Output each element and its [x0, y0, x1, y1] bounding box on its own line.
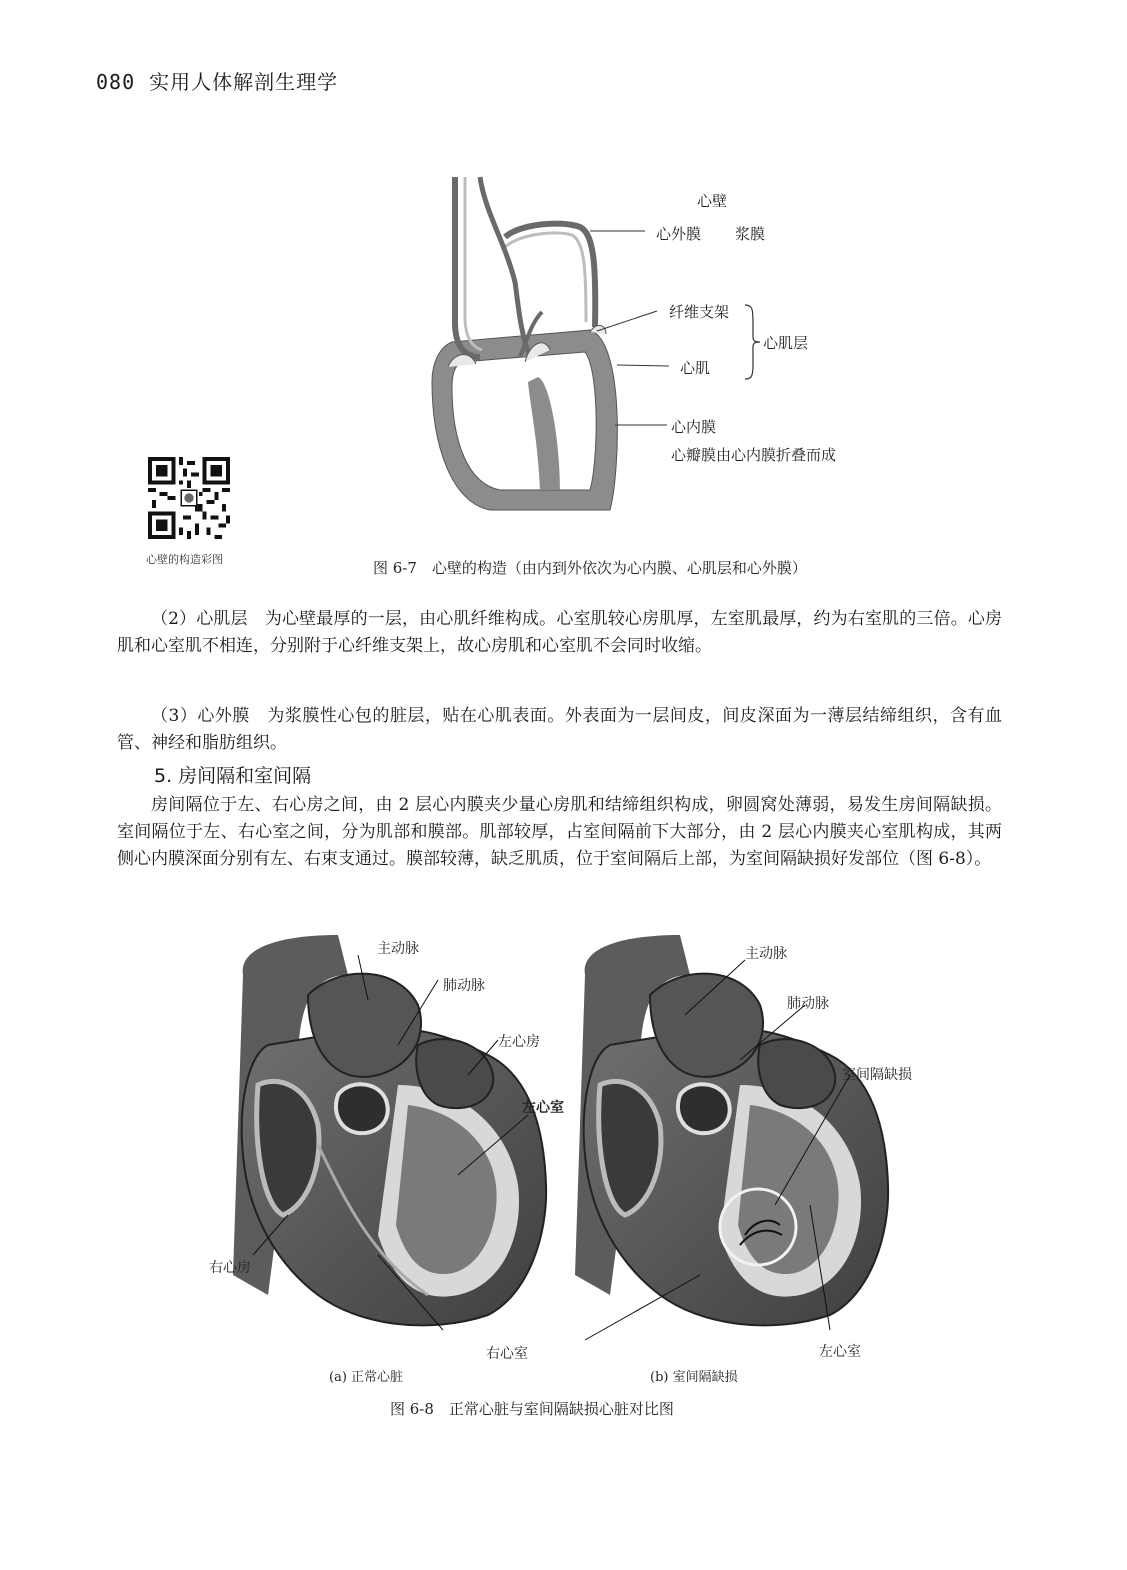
figure-6-8-caption: 图 6-8 正常心脏与室间隔缺损心脏对比图 — [390, 1400, 674, 1418]
left-label-right-atrium: 右心房 — [209, 1260, 251, 1276]
label-endocardium: 心内膜 — [671, 418, 717, 436]
left-label-right-ventricle: 右心室 — [486, 1346, 528, 1362]
book-title: 实用人体解剖生理学 — [149, 70, 339, 94]
right-label-aorta: 主动脉 — [745, 946, 787, 962]
label-serosa: 浆膜 — [735, 225, 766, 243]
left-label-left-ventricle: 左心室 — [522, 1100, 564, 1116]
paragraph-text: （2）心肌层 为心壁最厚的一层，由心肌纤维构成。心室肌较心房肌厚，左室肌最厚，约为右室肌的三倍。心房肌和心室肌不相连，分别附于心纤维支架上，故心房肌和心室肌不会同时收缩。 — [117, 609, 1002, 656]
qr-caption: 心壁的构造彩图 — [146, 553, 223, 566]
normal-heart-leader-lines — [228, 935, 558, 1345]
right-label-vsd: 室间隔缺损 — [842, 1067, 912, 1083]
paragraph-text: 房间隔位于左、右心房之间，由 2 层心内膜夹少量心房肌和结缔组织构成，卵圆窝处薄弱，易发生房间隔缺损。室间隔位于左、右心室之间，分为肌部和膜部。肌部较厚，占室间隔前下大部分，由 2 层心内膜夹心室肌构成，其两侧心内膜深面分别有左、右束支通过。膜部较薄，缺乏肌质，位于室间隔后上部，为室间隔缺损好发部位（图 6-8）。 — [117, 795, 1002, 869]
left-label-aorta: 主动脉 — [377, 941, 419, 957]
page-header — [96, 66, 338, 95]
qr-code[interactable] — [148, 457, 230, 539]
page-number: 080 — [96, 70, 136, 94]
label-valve-note: 心瓣膜由心内膜折叠而成 — [671, 446, 837, 464]
right-label-pulmonary-artery: 肺动脉 — [787, 996, 829, 1012]
label-myocardium-layer: 心肌层 — [763, 334, 809, 352]
label-myocardium: 心肌 — [680, 359, 711, 377]
figure-6-7-caption: 图 6-7 心壁的构造（由内到外依次为心内膜、心肌层和心外膜） — [373, 559, 807, 577]
subcaption-vsd-heart: (b) 室间隔缺损 — [650, 1370, 738, 1385]
paragraph-septum — [117, 792, 1002, 873]
section-heading: 5. 房间隔和室间隔 — [154, 765, 312, 787]
label-epicardium: 心外膜 — [656, 225, 702, 243]
right-label-left-ventricle: 左心室 — [819, 1344, 861, 1360]
paragraph-text: （3）心外膜 为浆膜性心包的脏层，贴在心肌表面。外表面为一层间皮，间皮深面为一薄层结缔组织，含有血管、神经和脂肪组织。 — [117, 706, 1002, 753]
left-label-left-atrium: 左心房 — [498, 1034, 540, 1050]
label-fibrous-skeleton: 纤维支架 — [669, 303, 730, 321]
paragraph-myocardium — [117, 606, 1002, 660]
subcaption-normal-heart: (a) 正常心脏 — [329, 1370, 404, 1385]
label-heart-wall: 心壁 — [697, 192, 728, 210]
left-label-pulmonary-artery: 肺动脉 — [443, 978, 485, 994]
vsd-heart-leader-lines — [570, 935, 900, 1345]
paragraph-epicardium — [117, 703, 1002, 757]
